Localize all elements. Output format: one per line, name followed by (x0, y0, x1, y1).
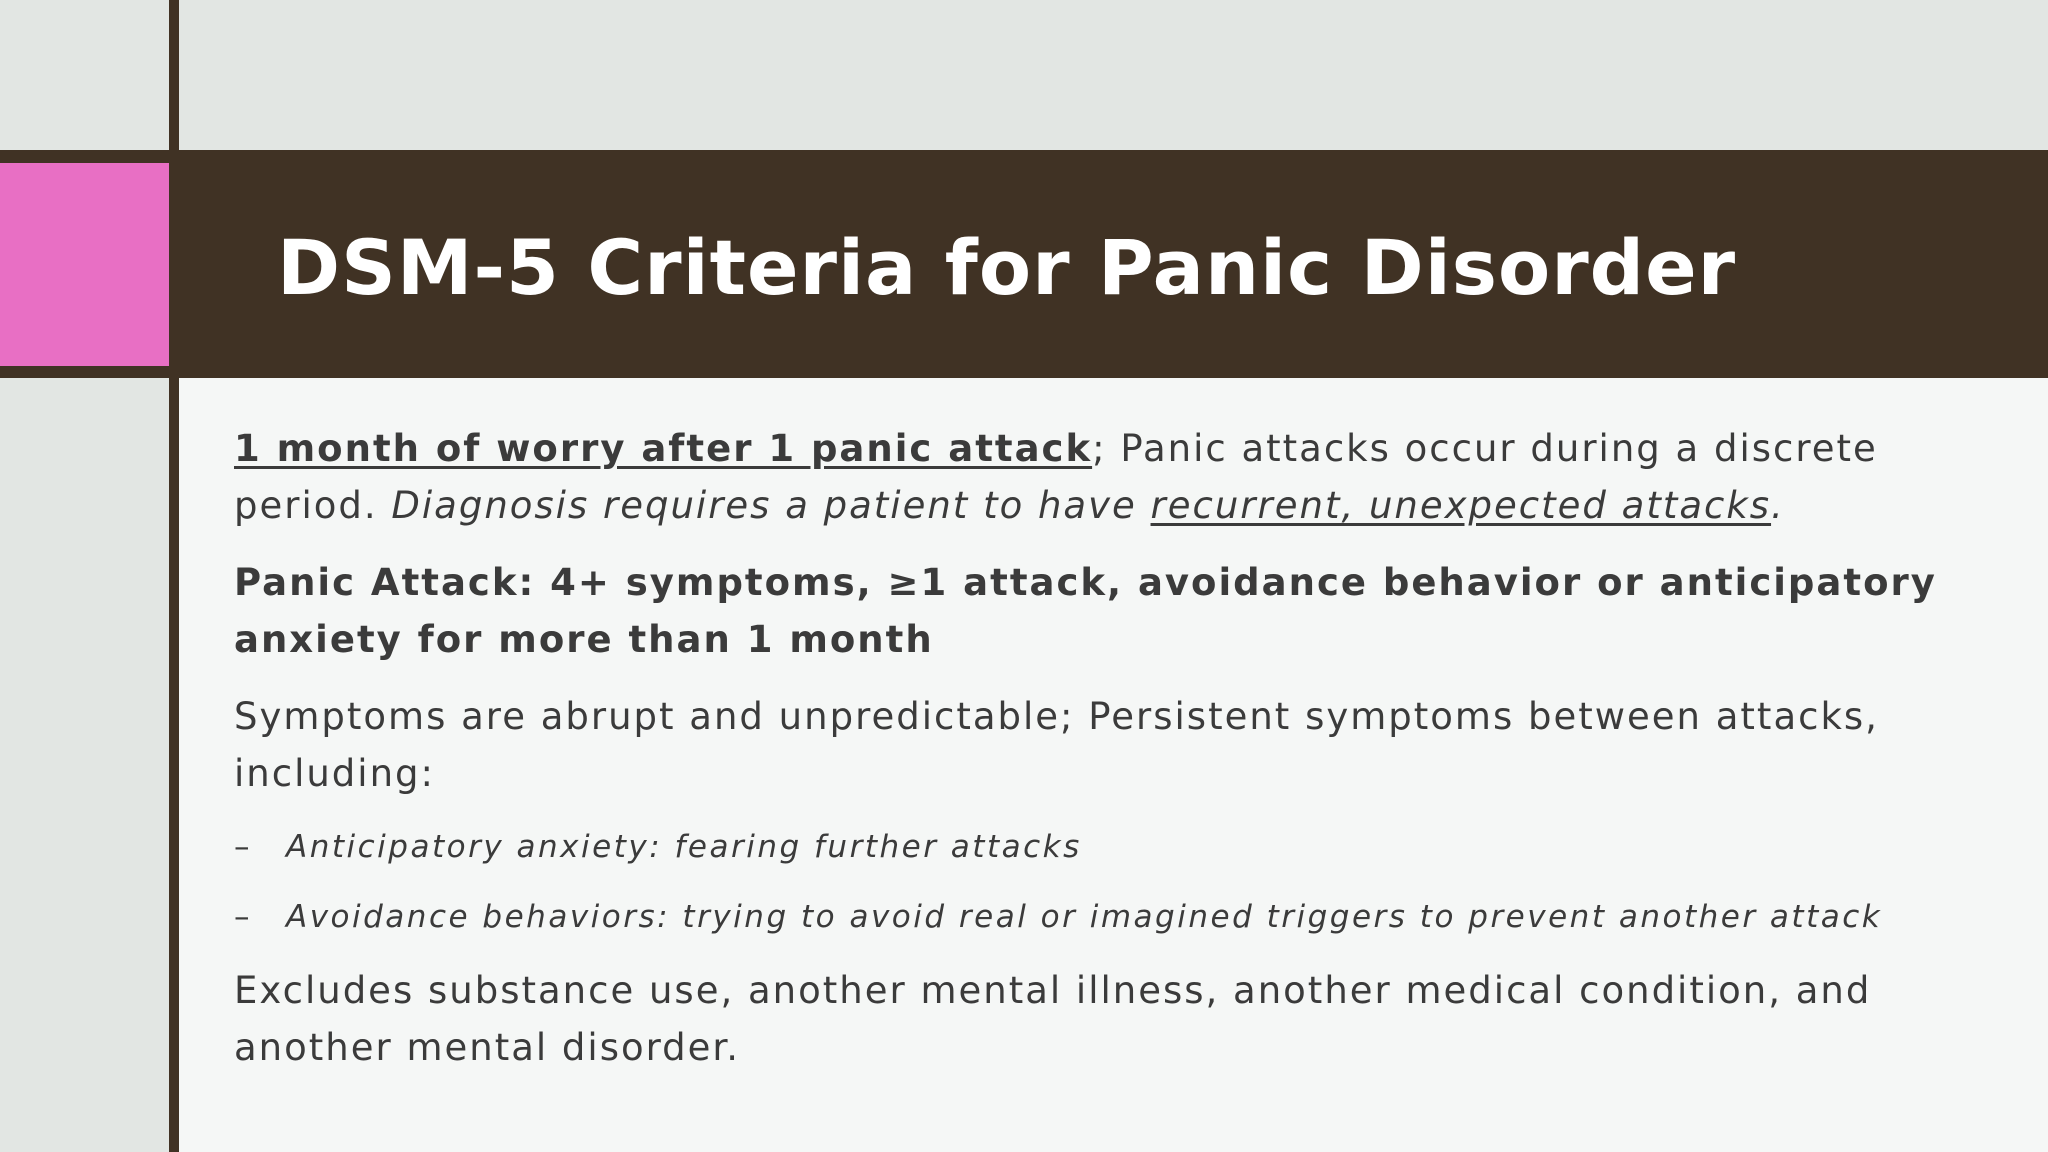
bullet-avoidance-behaviors (234, 892, 1954, 942)
discrete-period-text: ; Panic attacks occur during a discrete period. (234, 427, 1878, 527)
bullet-anticipatory-anxiety (234, 822, 1954, 872)
top-band (0, 0, 2048, 150)
dash-marker: – (234, 829, 252, 865)
paragraph-exclusions: Excludes substance use, another mental illness, another medical condition, and another mental disorder. (234, 969, 1872, 1069)
recurrent-attacks-text: recurrent, unexpected attacks (1150, 484, 1772, 527)
paragraph-worry-criterion (234, 420, 1954, 534)
vertical-divider-line (169, 0, 179, 1152)
slide-title: DSM-5 Criteria for Panic Disorder (277, 223, 1737, 312)
period-text: . (1771, 484, 1785, 527)
worry-criterion-text: 1 month of worry after 1 panic attack (234, 427, 1093, 470)
diagnosis-requirement-text: Diagnosis requires a patient to have (391, 484, 1151, 527)
dash-marker: – (234, 899, 252, 935)
bullet-text: Avoidance behaviors: trying to avoid real or imagined triggers to prevent another attack (286, 899, 1883, 935)
slide-body (234, 420, 1954, 1096)
pink-accent-block (0, 163, 169, 366)
paragraph-symptoms: Symptoms are abrupt and unpredictable; Persistent symptoms between attacks, including: (234, 695, 1879, 795)
paragraph-panic-attack: Panic Attack: 4+ symptoms, ≥1 attack, avoidance behavior or anticipatory anxiety for more than 1 month (234, 561, 1937, 661)
bullet-text: Anticipatory anxiety: fearing further attacks (286, 829, 1082, 865)
